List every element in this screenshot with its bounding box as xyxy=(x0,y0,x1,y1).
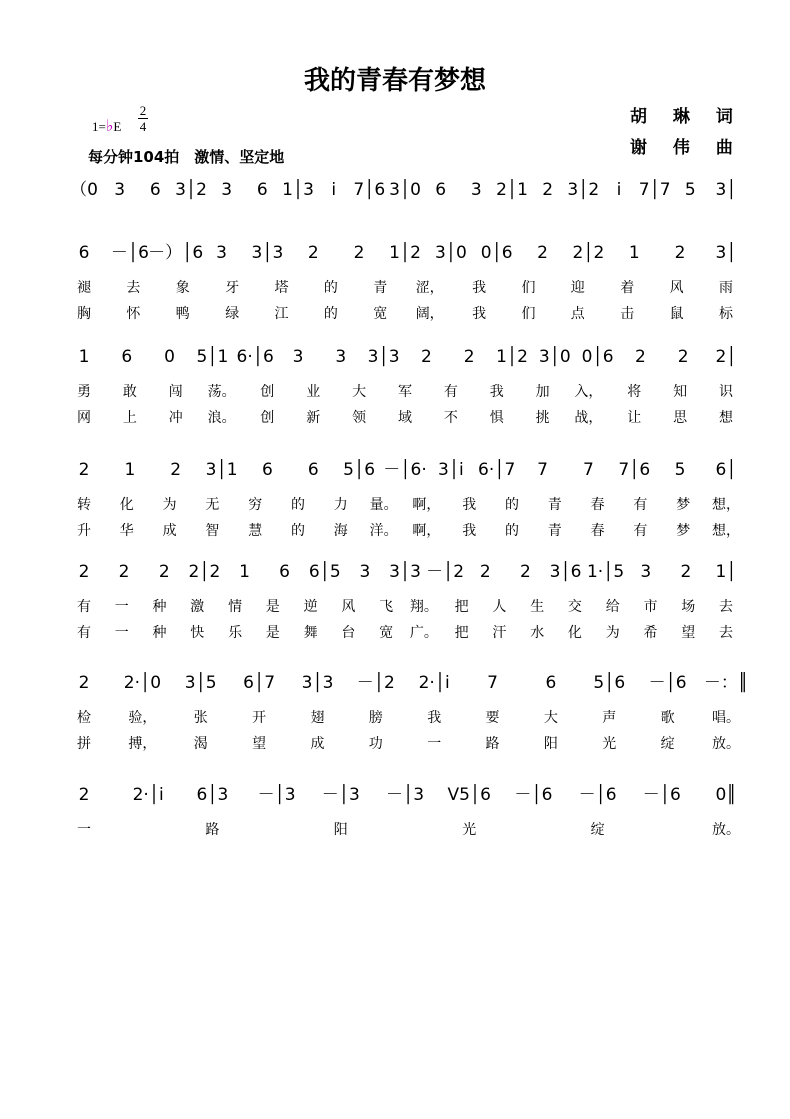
lyric-syllable: 路 xyxy=(485,736,500,752)
note-token: 2│2 xyxy=(188,562,221,582)
lyric-syllable: 宽 xyxy=(373,306,388,322)
lyric-syllable: 青 xyxy=(373,280,388,296)
lyric-syllable: 阳 xyxy=(333,822,348,838)
note-token: 5│6 xyxy=(343,460,376,480)
note-token: 3 xyxy=(640,562,652,582)
lyric-syllable: 让 xyxy=(627,410,642,426)
lyric-syllable: 涩， xyxy=(415,280,444,296)
lyric-syllable: 渴 xyxy=(193,736,208,752)
note-token: 3│3 xyxy=(251,243,284,263)
note-token: 2·│i xyxy=(418,673,450,693)
lyric-syllable: 我 xyxy=(462,523,477,539)
lyric-syllable: 褪 xyxy=(77,280,91,296)
note-token: 3 xyxy=(221,180,233,200)
lyric-syllable: 望 xyxy=(252,736,267,752)
lyric-syllable: 绽 xyxy=(660,736,675,752)
lyric-syllable: 我 xyxy=(472,306,487,322)
score-row xyxy=(77,242,737,322)
lyric-syllable: 加 xyxy=(535,384,550,400)
lyric-syllable: 舞 xyxy=(303,625,318,641)
note-token: －│6 xyxy=(110,243,149,263)
lyric-syllable: 唱。 xyxy=(712,710,740,726)
lyric-syllable: 挑 xyxy=(535,410,550,426)
lyric-syllable: 放。 xyxy=(712,822,740,838)
lyric-syllable: 领 xyxy=(352,410,367,426)
note-token: 0║ xyxy=(715,785,737,805)
key-letter: E xyxy=(113,119,122,134)
lyric-syllable: 为 xyxy=(162,497,177,513)
meter-top: 2 xyxy=(139,103,147,118)
song-title: 我的青春有梦想 xyxy=(303,66,486,96)
note-token: 0│6 xyxy=(581,347,614,367)
note-token: 1│2 xyxy=(496,347,528,367)
lyric-syllable: 验， xyxy=(128,710,157,726)
note-token: 3│0 xyxy=(389,180,421,200)
lyric-syllable: 功 xyxy=(368,736,383,752)
lyric-syllable: 青 xyxy=(547,497,562,513)
note-token: 3│5 xyxy=(184,673,217,693)
note-token: i xyxy=(616,180,622,200)
note-token: 3│i xyxy=(438,460,464,480)
lyric-syllable: 拼 xyxy=(77,736,91,752)
lyric-syllable: 市 xyxy=(643,599,658,615)
lyric-syllable: 场 xyxy=(681,599,696,615)
note-token: 2 xyxy=(118,562,130,582)
lyric-syllable: 升 xyxy=(77,523,91,539)
lyric-syllable: 华 xyxy=(119,523,134,539)
lyric-syllable: 荡。 xyxy=(207,384,236,400)
note-token: 3│6 xyxy=(549,562,582,582)
lyric-syllable: 生 xyxy=(530,599,545,615)
note-token: 1│3 xyxy=(282,180,314,200)
note-token: 2·│i xyxy=(132,785,164,805)
lyric-syllable: 人 xyxy=(492,599,507,615)
note-token: 1 xyxy=(78,347,90,367)
note-token: 6 xyxy=(149,180,161,200)
meter-bottom: 4 xyxy=(139,119,147,134)
note-token: 3│3 xyxy=(301,673,334,693)
lyric-syllable: 冲 xyxy=(168,410,183,426)
note-token: 6 xyxy=(121,347,133,367)
lyric-syllable: 大 xyxy=(543,710,558,726)
lyric-syllable: 大 xyxy=(352,384,367,400)
lyric-syllable: 迎 xyxy=(570,280,585,296)
lyric-syllable: 啊， xyxy=(412,497,441,513)
note-token: 2 xyxy=(537,243,549,263)
note-token: 3 xyxy=(216,243,228,263)
lyric-syllable: 我 xyxy=(472,280,487,296)
lyric-syllable: 去 xyxy=(719,625,733,641)
note-token: 2 xyxy=(674,243,686,263)
score-row xyxy=(77,672,748,752)
lyric-syllable: 交 xyxy=(567,599,582,615)
lyric-syllable: 绽 xyxy=(590,822,605,838)
lyric-syllable: 不 xyxy=(443,410,458,426)
lyric-syllable: 飞 xyxy=(379,599,394,615)
lyric-syllable: 想， xyxy=(712,523,740,539)
lyric-syllable: 的 xyxy=(505,497,519,513)
lyric-syllable: 逆 xyxy=(303,599,318,615)
note-token: －│3 xyxy=(385,785,425,805)
lyric-syllable: 思 xyxy=(673,410,688,426)
lyric-syllable: 将 xyxy=(627,384,642,400)
note-token: 2│2 xyxy=(572,243,605,263)
note-token: 3│2 xyxy=(567,180,600,200)
lyric-syllable: 膀 xyxy=(368,710,383,726)
note-token: 2 xyxy=(463,347,475,367)
lyric-syllable: 识 xyxy=(719,384,733,400)
lyric-syllable: 一 xyxy=(427,736,442,752)
note-token: 6│ xyxy=(715,460,737,480)
lyric-syllable: 闯 xyxy=(168,384,183,400)
lyric-syllable: 有 xyxy=(77,625,91,641)
lyric-syllable: 激 xyxy=(190,599,205,615)
note-token: －│6 xyxy=(648,673,687,693)
lyric-syllable: 我 xyxy=(462,497,477,513)
note-token: 6·│7 xyxy=(478,460,516,480)
lyric-syllable: 梦 xyxy=(676,497,691,513)
score-row xyxy=(77,784,740,838)
lyric-syllable: 去 xyxy=(719,599,733,615)
lyric-syllable: 去 xyxy=(126,280,141,296)
lyric-syllable: 啊， xyxy=(412,523,441,539)
note-token: －：║ xyxy=(703,673,749,693)
note-token: 2 xyxy=(677,347,689,367)
lyric-syllable: 胸 xyxy=(77,306,91,322)
lyric-syllable: 是 xyxy=(265,599,280,615)
lyric-syllable: 歌 xyxy=(660,710,675,726)
lyric-syllable: 击 xyxy=(620,306,635,322)
note-token: 0 xyxy=(164,347,176,367)
note-token: －│3 xyxy=(257,785,296,805)
lyric-syllable: 春 xyxy=(590,523,605,539)
lyric-syllable: 点 xyxy=(570,306,585,322)
score-row xyxy=(77,459,740,539)
lyric-syllable: 雨 xyxy=(719,280,733,296)
note-token: 7 xyxy=(487,673,498,693)
note-token: 6 xyxy=(78,243,90,263)
lyric-syllable: 有 xyxy=(633,523,648,539)
lyric-syllable: 我 xyxy=(489,384,504,400)
lyric-syllable: 海 xyxy=(333,523,348,539)
key-label: 1= xyxy=(92,119,106,134)
note-token: 6 xyxy=(279,562,291,582)
lyric-syllable: 是 xyxy=(265,625,280,641)
note-token: 6·│6 xyxy=(236,347,274,367)
lyric-syllable: 勇 xyxy=(77,384,91,400)
lyric-syllable: 把 xyxy=(454,625,469,641)
note-token: 6│3 xyxy=(196,785,229,805)
note-token: 6 xyxy=(261,460,273,480)
lyric-syllable: 搏， xyxy=(128,736,157,752)
lyric-syllable: 标 xyxy=(719,306,733,322)
lyric-syllable: 有 xyxy=(77,599,91,615)
lyric-syllable: 梦 xyxy=(676,523,691,539)
note-token: 2·│0 xyxy=(123,673,162,693)
lyric-syllable: 张 xyxy=(193,710,208,726)
lyric-syllable: 青 xyxy=(547,523,562,539)
note-token: 5 xyxy=(674,460,686,480)
lyric-syllable: 情 xyxy=(228,599,243,615)
lyric-syllable: 的 xyxy=(291,497,305,513)
lyric-syllable: 无 xyxy=(205,497,220,513)
note-token: 7│7 xyxy=(638,180,671,200)
note-token: 6 xyxy=(435,180,447,200)
note-token: 3 xyxy=(359,562,371,582)
note-token: 2 xyxy=(479,562,491,582)
note-token: 3 xyxy=(114,180,126,200)
lyric-syllable: 转 xyxy=(77,497,91,513)
lyric-syllable: 想， xyxy=(712,497,740,513)
lyric-syllable: 要 xyxy=(485,710,500,726)
note-token: 3│3 xyxy=(389,562,421,582)
note-token: 3 xyxy=(335,347,347,367)
note-token: 2 xyxy=(680,562,692,582)
note-token: －│6· xyxy=(383,460,427,480)
lyric-syllable: 阳 xyxy=(543,736,558,752)
note-token: 2 xyxy=(78,460,90,480)
note-token: 3 xyxy=(470,180,482,200)
note-token: 1·│5 xyxy=(586,562,625,582)
lyric-syllable: 鼠 xyxy=(669,306,684,322)
note-token: 6 xyxy=(256,180,268,200)
note-token: 2│ xyxy=(715,347,737,367)
note-token: －│6 xyxy=(578,785,617,805)
lyric-syllable: 上 xyxy=(122,410,137,426)
lyric-syllable: 声 xyxy=(602,710,617,726)
lyric-syllable: 我 xyxy=(427,710,442,726)
note-token: 3│3 xyxy=(367,347,400,367)
note-token: 3│ xyxy=(715,180,737,200)
lyric-syllable: 创 xyxy=(260,384,275,400)
note-token: 2 xyxy=(519,562,531,582)
note-token: 2│1 xyxy=(496,180,528,200)
note-token: 6│5 xyxy=(308,562,341,582)
note-token: 3│1 xyxy=(205,460,238,480)
lyric-syllable: 军 xyxy=(398,384,412,400)
lyric-syllable: 量。 xyxy=(369,497,398,513)
lyric-syllable: 网 xyxy=(77,410,91,426)
lyric-syllable: 塔 xyxy=(274,280,289,296)
lyric-syllable: 路 xyxy=(205,822,220,838)
score-row xyxy=(77,561,737,641)
note-token: 3│ xyxy=(715,243,737,263)
note-token: 1 xyxy=(628,243,640,263)
lyric-syllable: 域 xyxy=(398,410,412,426)
note-token: 2 xyxy=(78,673,90,693)
lyric-syllable: 敢 xyxy=(122,384,137,400)
note-token: 6│7 xyxy=(243,673,276,693)
lyric-syllable: 化 xyxy=(119,497,134,513)
note-token: 3│2 xyxy=(175,180,207,200)
lyric-syllable: 为 xyxy=(605,625,620,641)
lyric-syllable: 风 xyxy=(341,599,356,615)
note-token: 2 xyxy=(542,180,554,200)
lyric-syllable: 成 xyxy=(162,523,177,539)
note-token: i xyxy=(331,180,337,200)
lyric-syllable: 们 xyxy=(521,280,536,296)
note-token: 7│6 xyxy=(618,460,651,480)
note-token: 1 xyxy=(124,460,136,480)
lyric-syllable: 怀 xyxy=(126,306,141,322)
lyric-syllable: 创 xyxy=(260,410,275,426)
lyric-syllable: 慧 xyxy=(248,523,263,539)
lyric-syllable: 种 xyxy=(152,625,167,641)
lyricist-credit: 胡 琳 词 xyxy=(630,107,743,127)
note-token: 2 xyxy=(78,785,90,805)
lyric-syllable: 把 xyxy=(454,599,469,615)
note-token: 2 xyxy=(158,562,170,582)
lyric-syllable: 有 xyxy=(633,497,648,513)
note-token: －）│6 xyxy=(148,243,204,263)
lyric-syllable: 台 xyxy=(341,625,356,641)
note-token: 0│6 xyxy=(480,243,513,263)
note-token: 2 xyxy=(307,243,319,263)
lyric-syllable: 的 xyxy=(505,523,519,539)
lyric-syllable: 光 xyxy=(602,736,617,752)
note-token: V5│6 xyxy=(447,785,491,805)
note-token: 3│0 xyxy=(538,347,571,367)
lyric-syllable: 希 xyxy=(643,625,658,641)
note-token: 2 xyxy=(78,562,90,582)
lyric-syllable: 惧 xyxy=(489,410,504,426)
note-token: 5│1 xyxy=(196,347,229,367)
lyric-syllable: 浪。 xyxy=(207,410,236,426)
lyric-syllable: 业 xyxy=(306,384,321,400)
lyric-syllable: 洋。 xyxy=(369,523,398,539)
lyric-syllable: 鸭 xyxy=(175,306,190,322)
note-token: 6 xyxy=(307,460,319,480)
lyric-syllable: 放。 xyxy=(712,736,740,752)
note-token: （0 xyxy=(70,180,98,200)
note-token: 2 xyxy=(170,460,182,480)
note-token: 3 xyxy=(292,347,304,367)
score-row xyxy=(77,346,737,426)
lyric-syllable: 象 xyxy=(175,280,190,296)
score-row xyxy=(70,179,736,200)
lyric-syllable: 光 xyxy=(462,822,477,838)
lyric-syllable: 穷 xyxy=(248,497,263,513)
lyric-syllable: 检 xyxy=(77,710,91,726)
lyric-syllable: 水 xyxy=(530,625,545,641)
note-token: 1│2 xyxy=(389,243,421,263)
note-token: 2 xyxy=(353,243,365,263)
lyric-syllable: 知 xyxy=(673,384,688,400)
lyric-syllable: 翔。 xyxy=(409,599,438,615)
note-token: 2 xyxy=(634,347,646,367)
note-token: －│2 xyxy=(356,673,395,693)
note-token: 1 xyxy=(239,562,250,582)
lyric-syllable: 的 xyxy=(323,280,338,296)
lyric-syllable: 新 xyxy=(306,410,321,426)
lyric-syllable: 广。 xyxy=(409,625,438,641)
note-token: 1│ xyxy=(715,562,737,582)
lyric-syllable: 一 xyxy=(77,822,91,838)
note-token: 6 xyxy=(545,673,557,693)
lyric-syllable: 望 xyxy=(681,625,696,641)
lyric-syllable: 的 xyxy=(323,306,338,322)
lyric-syllable: 翅 xyxy=(310,710,325,726)
lyric-syllable: 力 xyxy=(333,497,348,513)
lyric-syllable: 的 xyxy=(291,523,305,539)
lyric-syllable: 开 xyxy=(252,710,267,726)
note-token: 7│6 xyxy=(353,180,386,200)
note-token: 7 xyxy=(582,460,594,480)
lyric-syllable: 阔， xyxy=(415,306,444,322)
note-token: 5 xyxy=(684,180,696,200)
lyric-syllable: 一 xyxy=(114,599,129,615)
lyric-syllable: 智 xyxy=(205,523,220,539)
note-token: 3│0 xyxy=(434,243,467,263)
lyric-syllable: 种 xyxy=(152,599,167,615)
note-token: －│3 xyxy=(321,785,360,805)
lyric-syllable: 一 xyxy=(114,625,129,641)
lyric-syllable: 绿 xyxy=(225,306,240,322)
lyric-syllable: 化 xyxy=(567,625,582,641)
note-token: 5│6 xyxy=(593,673,626,693)
lyric-syllable: 乐 xyxy=(228,625,243,641)
lyric-syllable: 入， xyxy=(574,384,603,400)
lyric-syllable: 春 xyxy=(590,497,605,513)
note-token: －│2 xyxy=(426,562,465,582)
lyric-syllable: 快 xyxy=(190,625,205,641)
lyric-syllable: 风 xyxy=(669,280,684,296)
lyric-syllable: 江 xyxy=(274,306,289,322)
flat-sign-icon: ♭ xyxy=(105,118,114,135)
lyric-syllable: 战， xyxy=(574,410,603,426)
note-token: 7 xyxy=(537,460,549,480)
lyric-syllable: 着 xyxy=(620,280,635,296)
lyric-syllable: 汗 xyxy=(492,625,507,641)
lyric-syllable: 宽 xyxy=(379,625,394,641)
lyric-syllable: 们 xyxy=(521,306,536,322)
lyric-syllable: 牙 xyxy=(225,280,240,296)
note-token: －│6 xyxy=(514,785,553,805)
note-token: －│6 xyxy=(642,785,681,805)
lyric-syllable: 想 xyxy=(719,410,733,426)
tempo-marking: 每分钟104拍 激情、坚定地 xyxy=(88,148,285,166)
composer-credit: 谢 伟 曲 xyxy=(630,138,743,158)
note-token: 2 xyxy=(420,347,432,367)
lyric-syllable: 有 xyxy=(443,384,458,400)
lyric-syllable: 成 xyxy=(310,736,325,752)
lyric-syllable: 给 xyxy=(605,599,620,615)
